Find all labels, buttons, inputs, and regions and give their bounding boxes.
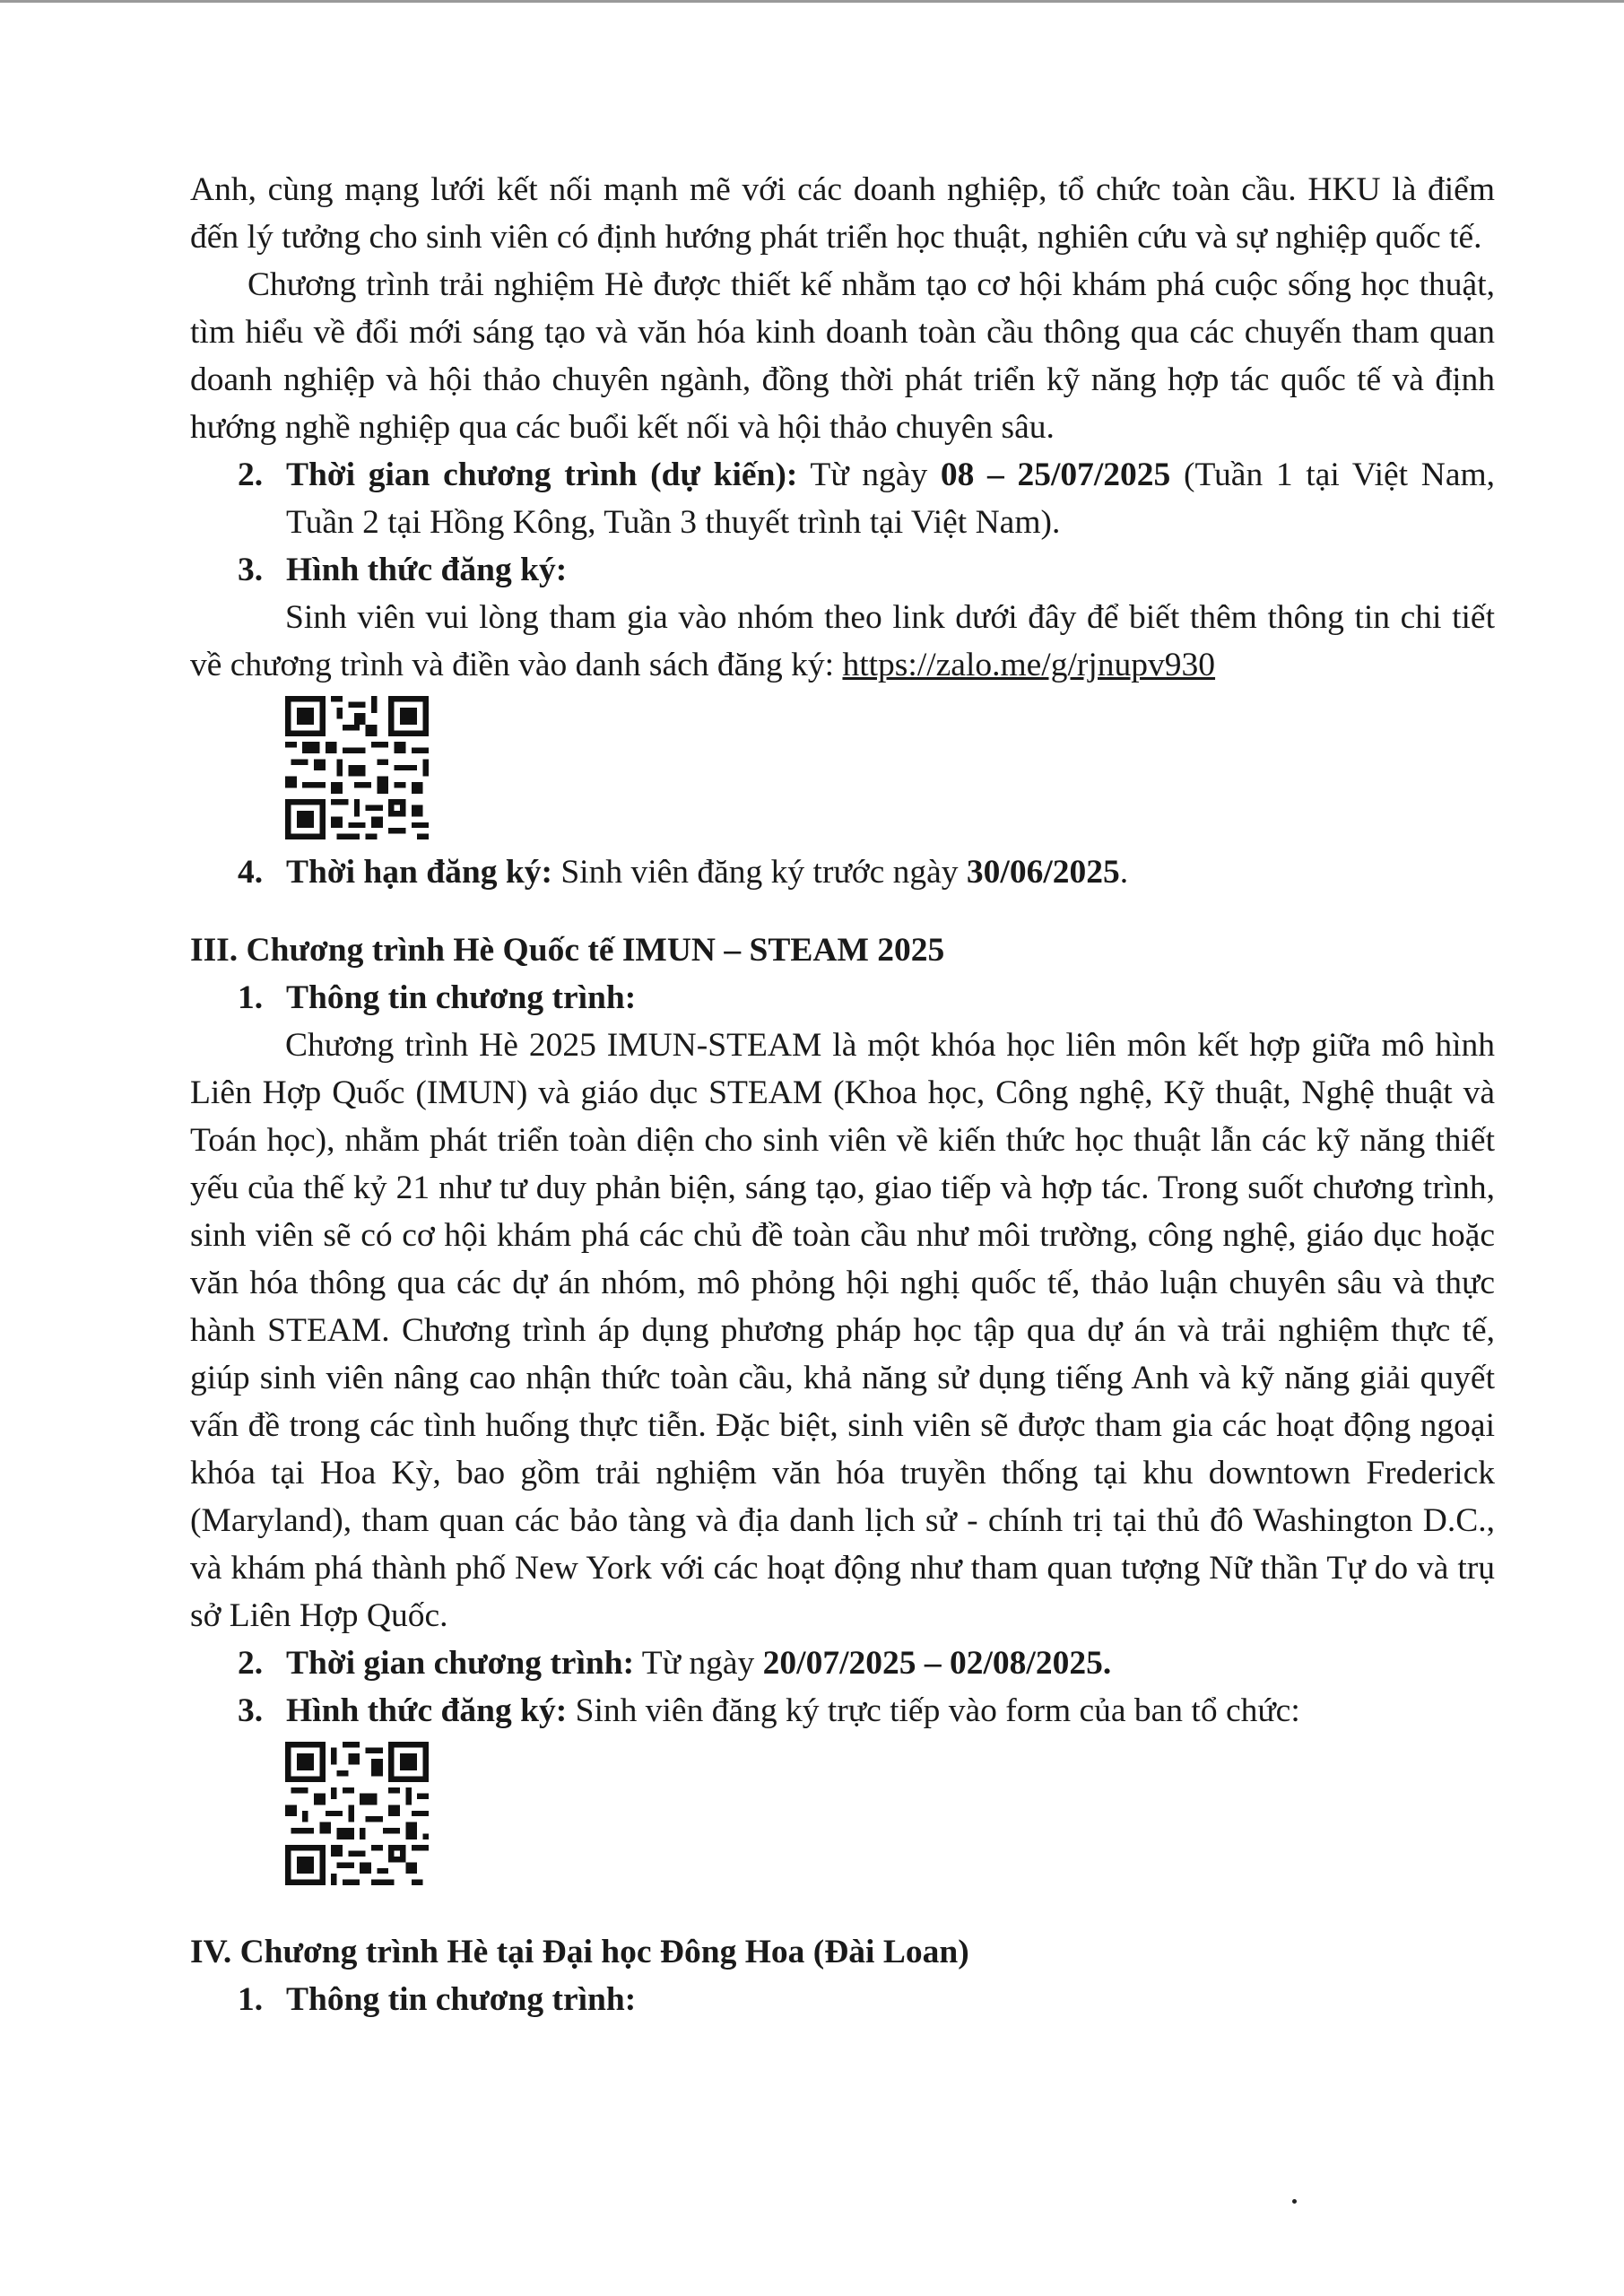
- qr-code-icon: [285, 696, 429, 839]
- registration-text: Sinh viên vui lòng tham gia vào nhóm theo link dưới đây để biết thêm thông tin chi tiết về chương trình và điền vào danh sách đăng ký:: [190, 599, 1495, 683]
- item-program-time: [190, 451, 1495, 546]
- qr-code-imun-form: [285, 1742, 429, 1885]
- zalo-group-link[interactable]: https://zalo.me/g/rjnupv930: [842, 647, 1216, 683]
- item-number: 1.: [238, 979, 264, 1016]
- item-number: 4.: [238, 854, 264, 891]
- document-content: [190, 166, 1495, 2023]
- s3-item-registration: [190, 1687, 1495, 1735]
- item-text: Sinh viên đăng ký trước ngày: [551, 854, 967, 891]
- registration-paragraph: [190, 594, 1495, 689]
- item-registration-form: [190, 546, 1495, 594]
- item-deadline: [190, 848, 1495, 896]
- scan-speck: [1292, 2199, 1297, 2204]
- item-text-cont: (Tuần 1 tại Việt Nam, Tuần 2 tại Hồng Kông, Tuần 3 thuyết trình tại Việt Nam).: [286, 457, 1496, 541]
- s3-item-time: [190, 1639, 1495, 1687]
- item-label: Thông tin chương trình:: [286, 1981, 637, 2018]
- item-dates: 20/07/2025 – 02/08/2025.: [762, 1645, 1112, 1682]
- qr-code-icon: [285, 1742, 429, 1885]
- item-label: Hình thức đăng ký:: [286, 1692, 568, 1729]
- item-number: 3.: [238, 1692, 264, 1729]
- intro-paragraph-1: Anh, cùng mạng lưới kết nối mạnh mẽ với các doanh nghiệp, tổ chức toàn cầu. HKU là điểm đến lý tưởng cho sinh viên có định hướng phát triển học thuật, nghiên cứu và sự nghiệp quốc tế.: [190, 171, 1495, 256]
- item-text: Từ ngày: [797, 457, 941, 493]
- s3-info-paragraph: Chương trình Hè 2025 IMUN-STEAM là một khóa học liên môn kết hợp giữa mô hình Liên Hợp Quốc (IMUN) và giáo dục STEAM (Khoa học, Công nghệ, Kỹ thuật, Nghệ thuật và Toán học), nhằm phát triển toàn diện cho sinh viên về kiến thức học thuật lẫn các kỹ năng thiết yếu của thế kỷ 21 như tư duy phản biện, sáng tạo, giao tiếp và hợp tác. Trong suốt chương trình, sinh viên sẽ có cơ hội khám phá các chủ đề toàn cầu như môi trường, công nghệ, giáo dục hoặc văn hóa thông qua các dự án nhóm, mô phỏng hội nghị quốc tế, thảo luận chuyên sâu và thực hành STEAM. Chương trình áp dụng phương pháp học tập qua dự án và trải nghiệm thực tế, giúp sinh viên nâng cao nhận thức toàn cầu, khả năng sử dụng tiếng Anh và kỹ năng giải quyết vấn đề trong các tình huống thực tiễn. Đặc biệt, sinh viên sẽ được tham gia các hoạt động ngoại khóa tại Hoa Kỳ, bao gồm trải nghiệm văn hóa truyền thống tại khu downtown Frederick (Maryland), tham quan các bảo tàng và địa danh lịch sử - chính trị tại thủ đô Washington D.C., và khám phá thành phố New York với các hoạt động như tham quan tượng Nữ thần Tự do và trụ sở Liên Hợp Quốc.: [190, 1027, 1495, 1634]
- item-label: Thông tin chương trình:: [286, 979, 637, 1016]
- item-text: Sinh viên đăng ký trực tiếp vào form của ban tổ chức:: [567, 1692, 1300, 1729]
- item-label: Hình thức đăng ký:: [286, 552, 568, 588]
- item-number: 2.: [238, 457, 264, 493]
- item-text: Từ ngày: [634, 1645, 763, 1682]
- item-number: 2.: [238, 1645, 264, 1682]
- section-heading-3: [190, 926, 1495, 974]
- item-label: Thời gian chương trình (dự kiến):: [286, 457, 798, 493]
- item-number: 3.: [238, 552, 264, 588]
- section-number: III.: [190, 932, 239, 969]
- item-label: Thời gian chương trình:: [286, 1645, 635, 1682]
- intro-paragraph-2: Chương trình trải nghiệm Hè được thiết kế nhằm tạo cơ hội khám phá cuộc sống học thuật, tìm hiểu về đổi mới sáng tạo và văn hóa kinh doanh toàn cầu thông qua các chuyến tham quan doanh nghiệp và hội thảo chuyên ngành, đồng thời phát triển kỹ năng hợp tác quốc tế và định hướng nghề nghiệp qua các buổi kết nối và hội thảo chuyên sâu.: [190, 266, 1495, 446]
- section-heading-4: [190, 1928, 1495, 1976]
- s3-item-info: [190, 974, 1495, 1022]
- section-title: Chương trình Hè Quốc tế IMUN – STEAM 2025: [246, 932, 945, 969]
- qr-code-zalo: [285, 696, 429, 839]
- item-number: 1.: [238, 1981, 264, 2018]
- s4-item-info: [190, 1976, 1495, 2023]
- section-number: IV.: [190, 1934, 232, 1970]
- section-title: Chương trình Hè tại Đại học Đông Hoa (Đài Loan): [239, 1934, 969, 1970]
- deadline-date: 30/06/2025: [966, 854, 1120, 891]
- item-label: Thời hạn đăng ký:: [286, 854, 552, 891]
- item-end: .: [1119, 854, 1129, 891]
- item-dates: 08 – 25/07/2025: [940, 457, 1171, 493]
- scan-edge-line: [0, 0, 1624, 3]
